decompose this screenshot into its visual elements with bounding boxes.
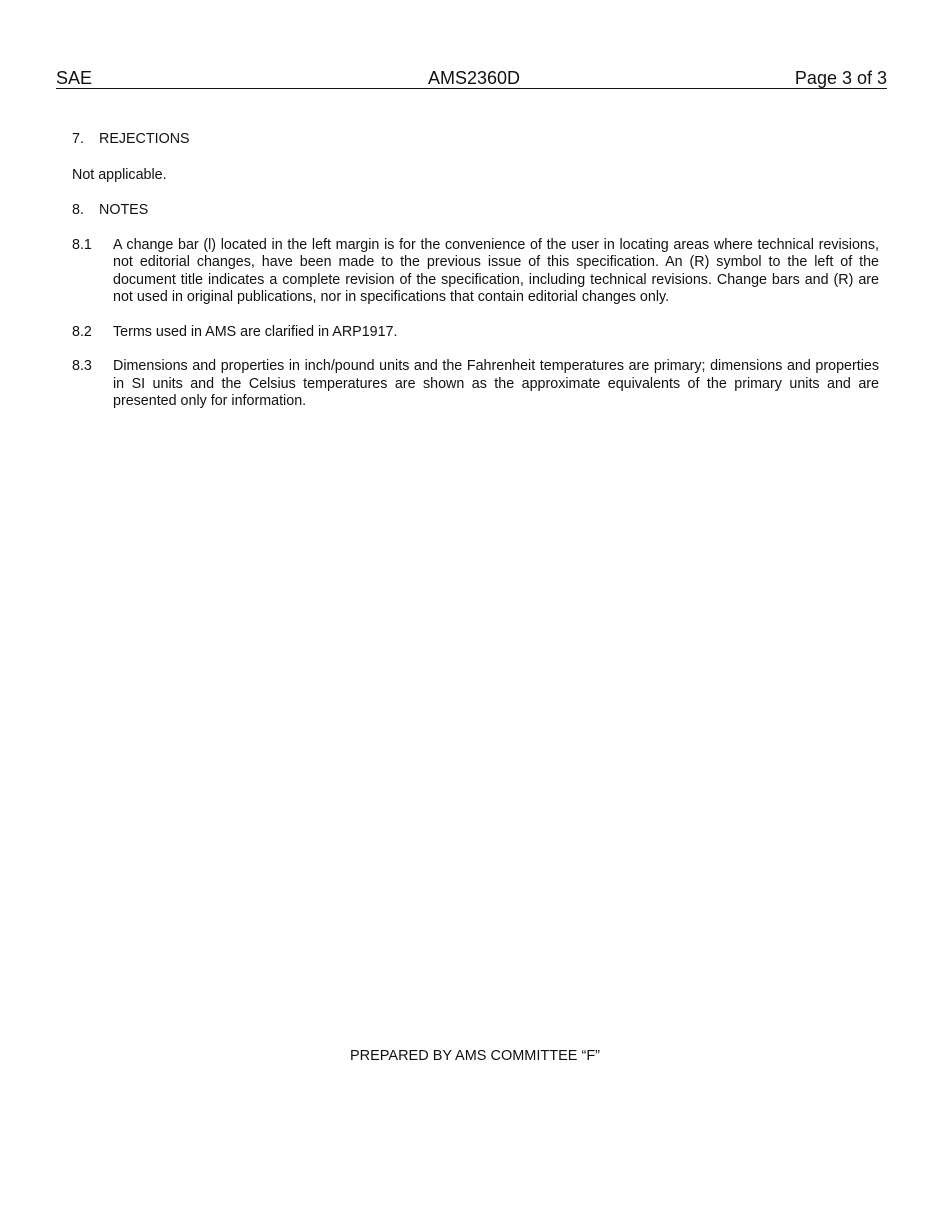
note-number: 8.1 (72, 236, 92, 253)
note-text: Terms used in AMS are clarified in ARP1917. (113, 323, 398, 340)
note-number: 8.3 (72, 358, 92, 374)
header-page-number: Page 3 of 3 (794, 68, 887, 88)
note-8-1 (72, 237, 879, 307)
header-organization: SAE (56, 68, 93, 88)
section-number: 7. (72, 131, 84, 147)
section-title: REJECTIONS (99, 131, 190, 147)
note-8-2 (72, 324, 879, 342)
header-document-number: AMS2360D (428, 68, 521, 88)
note-text: Dimensions and properties in inch/pound units and the Fahrenheit temperatures are primary; dimensions and properties in SI units and the Celsius temperatures are shown as the approximate equivalents of the primary units and are presented only for information. (113, 358, 879, 409)
section-heading-rejections (72, 131, 879, 149)
document-body (72, 131, 879, 411)
prepared-by-footer: PREPARED BY AMS COMMITTEE “F” (349, 1048, 601, 1064)
section-heading-notes (72, 202, 879, 220)
rejections-body: Not applicable. (72, 167, 167, 183)
section-number: 8. (72, 201, 84, 218)
section-title: NOTES (99, 201, 149, 218)
note-8-3 (72, 358, 879, 411)
page-header (56, 67, 887, 89)
note-text: A change bar (l) located in the left margin is for the convenience of the user in locating areas where technical revisions, not editorial changes, have been made to the previous issue of this specification. An (R) symbol to the left of the document title indicates a complete revision of the specification, including technical revisions. Change bars and (R) are not used in original publications, nor in specifications that contain editorial changes only. (113, 236, 879, 305)
note-number: 8.2 (72, 323, 92, 340)
